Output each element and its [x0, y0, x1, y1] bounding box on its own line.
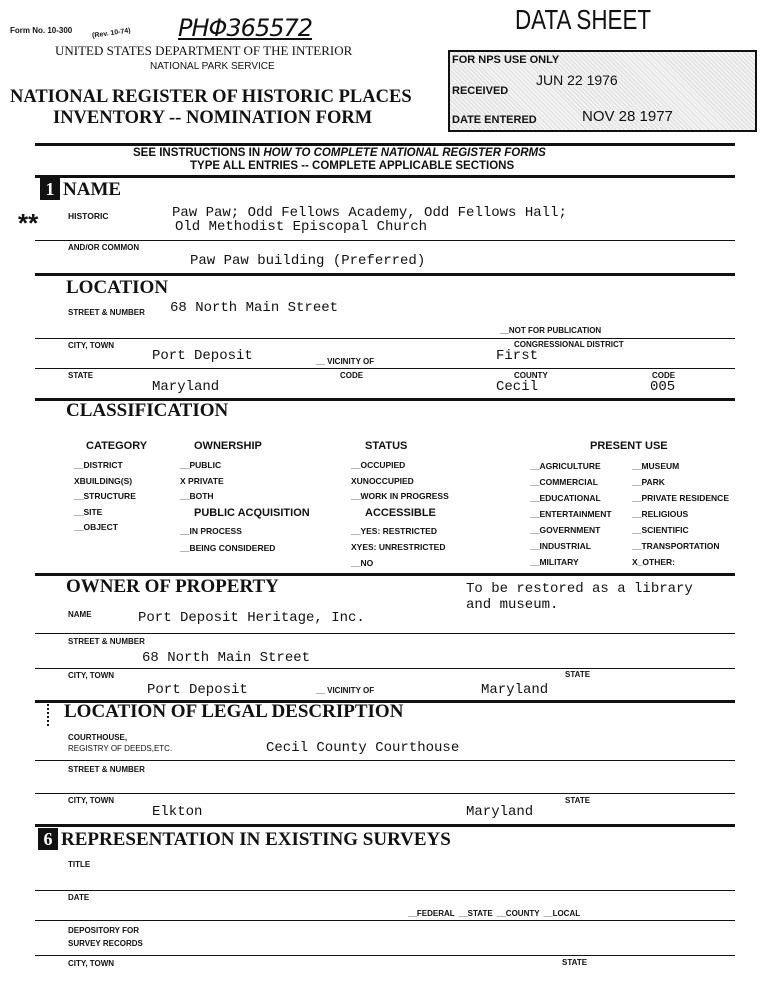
section-location-heading: LOCATION [66, 277, 169, 298]
owner-state-label: STATE [565, 670, 591, 679]
ownership-column [180, 440, 310, 557]
divider [35, 920, 735, 921]
owner-street-label: STREET & NUMBER [68, 637, 145, 646]
divider [35, 793, 735, 794]
option-park[interactable]: __PARK [632, 477, 665, 487]
margin-mark [47, 704, 50, 726]
depository-label-2: SURVEY RECORDS [68, 939, 143, 948]
owner-name-label: NAME [68, 610, 92, 619]
option-religious[interactable]: __RELIGIOUS [632, 509, 689, 519]
option-other[interactable]: X_OTHER: [632, 557, 675, 567]
county-code-value: 005 [650, 379, 676, 395]
option-object[interactable]: __OBJECT [74, 522, 118, 532]
received-date: JUN 22 1976 [536, 72, 618, 88]
option-transportation[interactable]: __TRANSPORTATION [632, 541, 720, 551]
option-structure[interactable]: __STRUCTURE [74, 491, 136, 501]
acquisition-heading: PUBLIC ACQUISITION [194, 506, 310, 519]
option-no[interactable]: __NO [351, 557, 374, 568]
state-label: STATE [68, 371, 94, 380]
street-value: 68 North Main Street [170, 300, 339, 316]
owner-city-label: CITY, TOWN [68, 671, 115, 680]
county-label: COUNTY [514, 371, 548, 380]
county-value: Cecil [496, 379, 539, 395]
form-number: Form No. 10-300 [10, 26, 73, 35]
historic-label: HISTORIC [68, 211, 109, 221]
historic-name-1: Paw Paw; Odd Fellows Academy, Odd Fellows Hall; [172, 205, 567, 221]
state-value: Maryland [152, 379, 220, 395]
nps-label: FOR NPS USE ONLY [452, 54, 560, 66]
legal-city: Elkton [152, 804, 203, 820]
divider [35, 368, 735, 369]
handwritten-id: PHΦ365572 [178, 14, 313, 42]
divider [35, 760, 735, 761]
survey-state-label: STATE [562, 958, 588, 967]
present-use-col1 [530, 458, 612, 570]
owner-vicinity: __ VICINITY OF [316, 686, 375, 695]
option-site[interactable]: __SITE [74, 506, 103, 517]
divider [35, 824, 735, 827]
option-both[interactable]: __BOTH [180, 491, 214, 501]
divider [35, 273, 735, 276]
legal-state: Maryland [466, 804, 534, 820]
section-title: REPRESENTATION IN EXISTING SURVEYS [61, 829, 451, 850]
divider [35, 240, 735, 241]
option-private-residence[interactable]: __PRIVATE RESIDENCE [632, 493, 729, 503]
option-scientific[interactable]: __SCIENTIFIC [632, 525, 689, 535]
category-column [74, 440, 147, 536]
handwritten-asterisks: ** [18, 208, 39, 238]
common-name: Paw Paw building (Preferred) [190, 253, 426, 269]
legal-city-label: CITY, TOWN [68, 796, 115, 805]
option-industrial[interactable]: __INDUSTRIAL [530, 541, 591, 551]
survey-levels[interactable]: __FEDERAL __STATE __COUNTY __LOCAL [408, 909, 581, 918]
owner-street: 68 North Main Street [142, 650, 311, 666]
section-owner-heading: OWNER OF PROPERTY [66, 576, 279, 597]
owner-state: Maryland [481, 682, 549, 698]
accessible-heading: ACCESSIBLE [365, 506, 436, 519]
instructions-reference: HOW TO COMPLETE NATIONAL REGISTER FORMS [263, 147, 546, 159]
ownership-heading: OWNERSHIP [194, 440, 262, 452]
form-title-1: NATIONAL REGISTER OF HISTORIC PLACES [10, 87, 412, 107]
option-occupied[interactable]: __OCCUPIED [351, 460, 406, 470]
divider [35, 175, 735, 178]
city-value: Port Deposit [152, 348, 253, 364]
code-label: CODE [340, 371, 364, 380]
option-agriculture[interactable]: __AGRICULTURE [530, 461, 601, 471]
congressional-label: CONGRESSIONAL DISTRICT [514, 340, 624, 349]
divider [35, 143, 735, 146]
option-district[interactable]: __DISTRICT [74, 460, 123, 470]
option-being-considered[interactable]: __BEING CONSIDERED [180, 542, 276, 553]
option-museum[interactable]: __MUSEUM [632, 461, 680, 471]
option-public[interactable]: __PUBLIC [180, 460, 222, 470]
received-label: RECEIVED [452, 85, 509, 97]
survey-city-label: CITY, TOWN [68, 959, 115, 968]
option-educational[interactable]: __EDUCATIONAL [530, 493, 601, 503]
street-label: STREET & NUMBER [68, 308, 145, 317]
service: NATIONAL PARK SERVICE [150, 61, 275, 72]
divider [35, 633, 735, 634]
option-work-in-progress[interactable]: __WORK IN PROGRESS [351, 491, 449, 501]
status-heading: STATUS [365, 440, 408, 452]
entered-date: NOV 28 1977 [582, 108, 673, 125]
congressional-value: First [496, 348, 539, 364]
instructions-line-1 [133, 147, 546, 159]
option-private[interactable]: X PRIVATE [180, 475, 224, 486]
category-options [74, 458, 147, 536]
option-government[interactable]: __GOVERNMENT [530, 525, 601, 535]
status-column [351, 440, 449, 571]
courthouse-label-1: COURTHOUSE, [68, 733, 128, 742]
historic-name-2: Old Methodist Episcopal Church [175, 219, 428, 235]
option-military[interactable]: __MILITARY [530, 557, 579, 567]
city-label: CITY, TOWN [68, 341, 115, 350]
data-sheet-stamp: DATA SHEET [515, 4, 652, 35]
nps-use-box [448, 50, 757, 132]
other-use-2: and museum. [466, 597, 559, 613]
section-classification-heading: CLASSIFICATION [66, 400, 229, 421]
form-revision: (Rev. 10-74) [91, 27, 132, 40]
not-for-publication: __NOT FOR PUBLICATION [500, 326, 602, 335]
county-code-label: CODE [652, 371, 676, 380]
common-label: AND/OR COMMON [68, 243, 140, 252]
legal-street-label: STREET & NUMBER [68, 765, 145, 774]
divider [35, 890, 735, 891]
divider [35, 668, 735, 669]
instructions-line-2: TYPE ALL ENTRIES -- COMPLETE APPLICABLE SECTIONS [190, 160, 515, 172]
form-title-2: INVENTORY -- NOMINATION FORM [53, 108, 373, 128]
section-legal-heading: LOCATION OF LEGAL DESCRIPTION [64, 701, 404, 722]
option-yes-restricted[interactable]: __YES: RESTRICTED [351, 525, 437, 536]
section-name-heading [40, 178, 121, 201]
option-unoccupied[interactable]: XUNOCCUPIED [351, 475, 414, 486]
owner-name: Port Deposit Heritage, Inc. [138, 610, 365, 626]
owner-city: Port Deposit [147, 682, 248, 698]
survey-title-label: TITLE [68, 860, 91, 869]
vicinity-of: __ VICINITY OF [316, 357, 375, 366]
present-use-heading: PRESENT USE [590, 440, 668, 452]
divider [35, 955, 735, 956]
section-surveys-heading [38, 828, 451, 851]
section-number: 6 [38, 828, 58, 850]
courthouse-value: Cecil County Courthouse [266, 740, 460, 756]
category-heading: CATEGORY [86, 440, 148, 452]
divider [35, 338, 735, 339]
other-use-1: To be restored as a library [466, 581, 693, 597]
option-entertainment[interactable]: __ENTERTAINMENT [530, 509, 612, 519]
legal-state-label: STATE [565, 796, 591, 805]
option-buildings[interactable]: XBUILDING(S) [74, 475, 133, 486]
present-use-col2 [632, 458, 729, 570]
courthouse-label-2: REGISTRY OF DEEDS,ETC. [68, 744, 173, 753]
section-number: 1 [40, 178, 60, 200]
option-yes-unrestricted[interactable]: XYES: UNRESTRICTED [351, 541, 446, 552]
date-entered-label: DATE ENTERED [452, 114, 537, 126]
survey-date-label: DATE [68, 893, 90, 902]
option-in-process[interactable]: __IN PROCESS [180, 525, 242, 536]
instructions-text: SEE INSTRUCTIONS IN [133, 147, 264, 159]
department: UNITED STATES DEPARTMENT OF THE INTERIOR [55, 43, 353, 58]
option-commercial[interactable]: __COMMERCIAL [530, 477, 599, 487]
depository-label-1: DEPOSITORY FOR [68, 926, 139, 935]
section-title: NAME [63, 179, 122, 200]
